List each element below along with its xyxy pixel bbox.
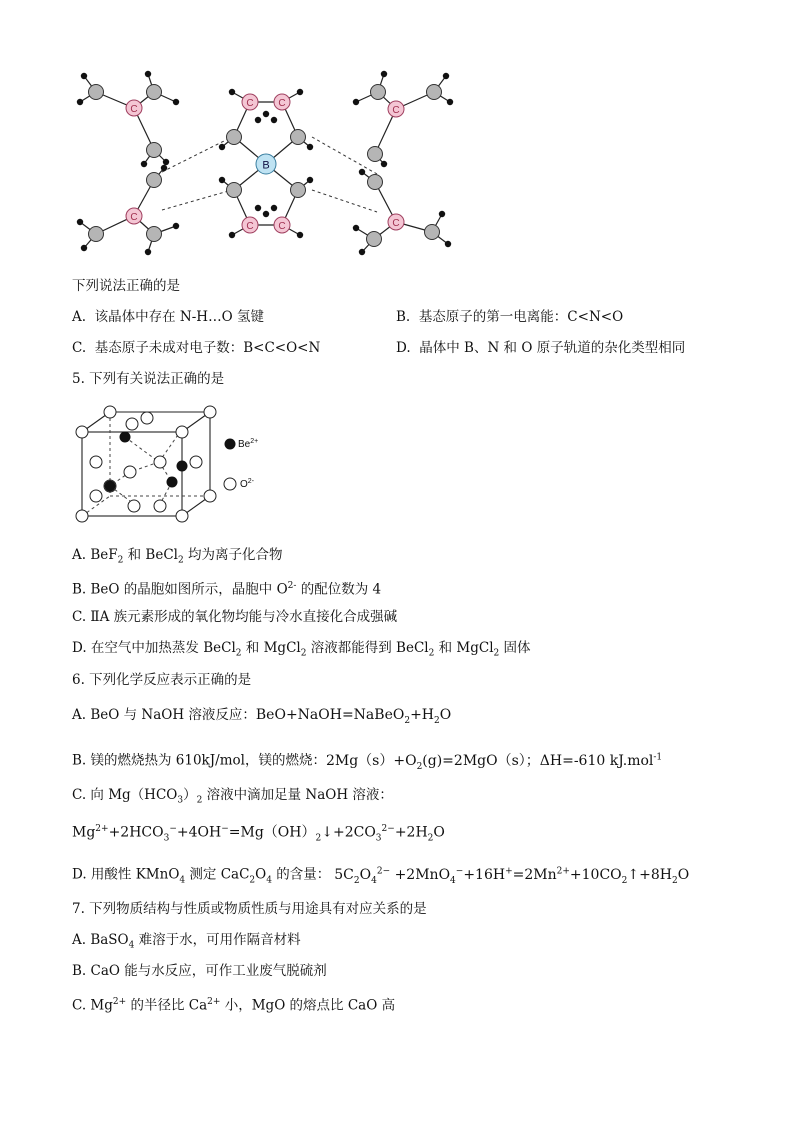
q7-option-b: B. CaO 能与水反应，可作工业废气脱硫剂: [72, 963, 327, 979]
option-label: B.: [396, 309, 411, 325]
option-text: 该晶体中存在 N-H…O 氢键: [94, 309, 264, 325]
legend: [224, 438, 258, 490]
boron-label: B: [262, 159, 270, 172]
option-label: C.: [72, 340, 87, 356]
legend-o-charge: 2-: [247, 478, 255, 485]
q6-option-d: D. 用酸性 KMnO$_4$ 测定 $CaC_2O_4$ 的含量： $5C_2O_4^{2-}$ $+2MnO_4^-+16H^+=2Mn^{2+}+10CO_2↑+8H_2O$: [72, 866, 690, 886]
be2-ions: [105, 432, 188, 492]
option-label: D.: [396, 340, 411, 356]
legend-o-label: O: [240, 479, 248, 490]
carbon-label: C: [246, 221, 254, 232]
legend-be-charge: 2+: [250, 438, 259, 445]
option-text: 基态原子未成对电子数：B<C<O<N: [94, 340, 321, 356]
legend-be-label: Be: [238, 439, 251, 450]
q7-stem: 7. 下列物质结构与性质或物质性质与用途具有对应关系的是: [72, 901, 427, 917]
carbon-label: C: [392, 105, 400, 116]
option-label: A.: [72, 309, 87, 325]
carbon-label: C: [278, 221, 286, 232]
carbon-label: C: [392, 218, 400, 229]
carbon-label: C: [278, 98, 286, 109]
dashed-bonds: [162, 137, 377, 212]
beo-unit-cell-figure: [72, 404, 272, 526]
carbon-label: C: [130, 104, 138, 115]
molecular-structure-figure: [72, 62, 472, 272]
q6-option-b: B. 镁的燃烧热为 610kJ/mol，镁的燃烧：$2Mg(s)+O_2(g)=2MgO(s)$；ΔH=-610 kJ.mol$^{-1}$: [72, 752, 663, 772]
q6-option-c: C. 向 $Mg(HCO_3)_2$ 溶液中滴加足量 NaOH 溶液：: [72, 787, 393, 806]
q5-stem: 5. 下列有关说法正确的是: [72, 371, 225, 387]
q4-option-c: [72, 339, 320, 357]
q4-option-d: [396, 339, 685, 357]
q5-option-b: B. BeO 的晶胞如图所示，晶胞中 $O^{2-}$ 的配位数为 4: [72, 581, 382, 598]
option-text: 晶体中 B、N 和 O 原子轨道的杂化类型相同: [419, 340, 686, 356]
q5-option-c: C. ⅡA 族元素形成的氧化物均能与冷水直接化合成强碱: [72, 609, 398, 625]
svg-text:Be2+: [238, 438, 258, 450]
q7-option-c: C. $Mg^{2+}$ 的半径比 $Ca^{2+}$ 小，MgO 的熔点比 CaO 高: [72, 997, 396, 1014]
option-text: 基态原子的第一电离能：C<N<O: [418, 309, 624, 325]
q5-option-a: A. BeF$_2$ 和 BeCl$_2$ 均为离子化合物: [72, 547, 283, 566]
carbon-label: C: [246, 98, 254, 109]
q5-option-d: D. 在空气中加热蒸发 BeCl$_2$ 和 MgCl$_2$ 溶液都能得到 BeCl$_2$ 和 MgCl$_2$ 固体: [72, 640, 531, 659]
carbon-label: C: [130, 212, 138, 223]
q4-stem: 下列说法正确的是: [72, 278, 180, 294]
q7-option-a: A. BaSO$_4$ 难溶于水，可用作隔音材料: [72, 932, 301, 951]
q4-option-a: [72, 308, 264, 326]
q6-option-c-equation: $Mg^{2+}+2HCO_3^-+4OH^-=Mg(OH)_2↓+2CO_3^{2-}+2H_2O$: [72, 824, 445, 844]
o2-ions: [76, 406, 216, 522]
q4-option-b: [396, 308, 623, 326]
svg-text:O2-: [240, 478, 255, 490]
q6-stem: 6. 下列化学反应表示正确的是: [72, 672, 252, 688]
q6-option-a: A. BeO 与 NaOH 溶液反应：$BeO+NaOH=NaBeO_2+H_2O$: [72, 707, 452, 726]
